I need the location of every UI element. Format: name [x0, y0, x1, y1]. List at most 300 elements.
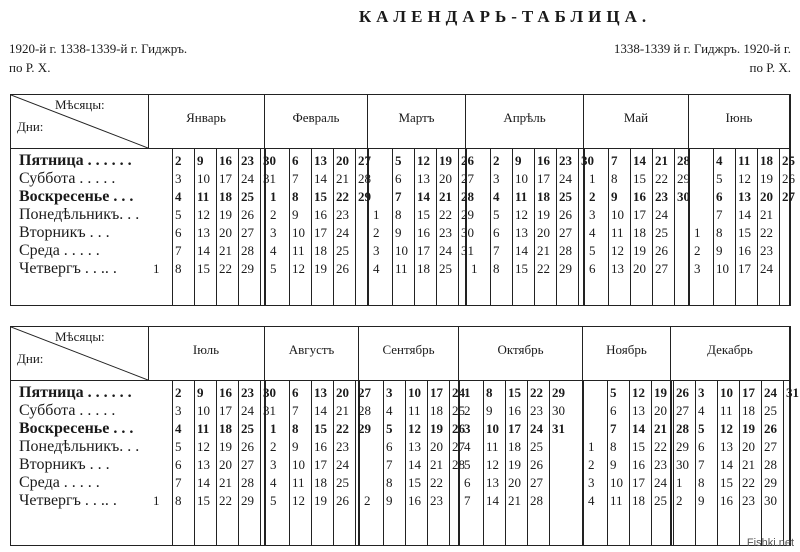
date-cell: 20 [219, 225, 232, 240]
date-cell: 20 [219, 457, 232, 472]
header-left-era: по Р. Х. [9, 60, 51, 75]
month-header: Январь [148, 95, 265, 148]
date-cell: 8 [610, 439, 617, 454]
date-cell: 4 [270, 475, 277, 490]
date-cell: 5 [395, 153, 402, 168]
date-cell: 10 [197, 171, 210, 186]
month-header: Апрѣль [466, 95, 584, 148]
date-cell: 10 [292, 457, 305, 472]
date-cell: 1 [471, 261, 478, 276]
date-cell: 27 [530, 475, 543, 490]
date-cell: 22 [336, 189, 349, 204]
date-cell: 9 [716, 243, 723, 258]
date-cell: 12 [632, 385, 645, 400]
date-cell: 19 [430, 421, 443, 436]
date-cell: 15 [508, 385, 521, 400]
date-cell: 13 [611, 261, 624, 276]
date-cell: 26 [676, 385, 689, 400]
date-cell: 31 [552, 421, 565, 436]
date-cell: 16 [720, 493, 733, 508]
date-cell: 19 [633, 243, 646, 258]
date-cell: 12 [408, 421, 421, 436]
date-cell: 18 [314, 243, 327, 258]
date-cell: 15 [197, 261, 210, 276]
date-cell: 14 [314, 403, 327, 418]
week-rule [652, 148, 653, 305]
date-cell: 30 [263, 153, 276, 168]
week-rule [194, 380, 195, 545]
date-cell: 1 [153, 493, 160, 508]
date-cell: 12 [611, 243, 624, 258]
header-left-years: 1920-й г. 1338-1339-й г. Гиджръ. [9, 41, 188, 56]
date-cell: 28 [764, 457, 777, 472]
date-cell: 30 [676, 457, 689, 472]
date-cell: 23 [559, 153, 572, 168]
date-cell: 1 [464, 385, 471, 400]
date-cell: 27 [782, 189, 795, 204]
day-label: Суббота . . . . . [19, 402, 116, 419]
date-cell: 14 [633, 153, 646, 168]
date-cell: 12 [197, 439, 210, 454]
week-rule [458, 148, 459, 305]
date-cell: 9 [395, 225, 402, 240]
date-cell: 4 [386, 403, 393, 418]
date-cell: 5 [589, 243, 596, 258]
calendar-table-jul-dec [10, 326, 799, 546]
week-rule [527, 380, 528, 545]
date-cell: 5 [716, 171, 723, 186]
date-cell: 28 [530, 493, 543, 508]
date-cell: 8 [292, 421, 299, 436]
date-cell: 15 [720, 475, 733, 490]
date-cell: 25 [452, 403, 465, 418]
date-cell: 5 [386, 421, 393, 436]
week-rule [172, 148, 173, 305]
week-rule [490, 148, 491, 305]
date-cell: 4 [175, 421, 182, 436]
date-cell: 18 [314, 475, 327, 490]
day-label: Понедѣльникъ. . . [19, 438, 140, 455]
date-cell: 16 [408, 493, 421, 508]
date-cell: 15 [515, 261, 528, 276]
date-cell: 25 [241, 189, 254, 204]
date-cell: 19 [219, 207, 232, 222]
week-rule [607, 380, 608, 545]
date-cell: 22 [530, 385, 543, 400]
date-cell: 13 [314, 385, 327, 400]
date-cell: 24 [764, 385, 777, 400]
date-cell: 27 [241, 225, 254, 240]
date-cell: 2 [493, 153, 500, 168]
date-cell: 17 [417, 243, 430, 258]
date-cell: 6 [589, 261, 596, 276]
date-cell: 5 [270, 493, 277, 508]
date-cell: 16 [219, 385, 232, 400]
date-cell: 27 [452, 439, 465, 454]
date-cell: 21 [537, 243, 550, 258]
date-cell: 24 [559, 171, 572, 186]
month-header: Октябрь [459, 327, 583, 380]
corner-days-label: Дни: [17, 351, 44, 366]
date-cell: 17 [314, 457, 327, 472]
date-cell: 27 [358, 385, 371, 400]
date-cell: 5 [175, 207, 182, 222]
week-rule [355, 380, 356, 545]
date-cell: 6 [716, 189, 723, 204]
date-cell: 20 [742, 439, 755, 454]
date-cell: 7 [175, 243, 182, 258]
week-rule [651, 380, 652, 545]
date-cell: 25 [764, 403, 777, 418]
date-cell: 29 [559, 261, 572, 276]
date-cell: 19 [508, 457, 521, 472]
date-cell: 18 [219, 189, 232, 204]
date-cell: 11 [292, 243, 305, 258]
date-cell: 13 [417, 171, 430, 186]
date-cell: 12 [197, 207, 210, 222]
date-cell: 6 [395, 171, 402, 186]
week-rule [311, 148, 312, 305]
date-cell: 15 [408, 475, 421, 490]
date-cell: 8 [175, 493, 182, 508]
date-cell: 3 [373, 243, 380, 258]
month-header: Сентябрь [359, 327, 459, 380]
date-cell: 2 [373, 225, 380, 240]
date-cell: 21 [508, 493, 521, 508]
week-rule [630, 148, 631, 305]
date-cell: 23 [336, 439, 349, 454]
day-label: Пятница . . . . . . [19, 384, 132, 401]
date-cell: 6 [386, 439, 393, 454]
date-cell: 26 [336, 261, 349, 276]
date-cell: 10 [395, 243, 408, 258]
date-cell: 6 [464, 475, 471, 490]
week-rule [512, 148, 513, 305]
date-cell: 21 [742, 457, 755, 472]
date-cell: 17 [633, 207, 646, 222]
date-cell: 9 [486, 403, 493, 418]
date-cell: 28 [241, 475, 254, 490]
week-rule [549, 380, 550, 545]
date-cell: 13 [314, 153, 327, 168]
date-cell: 17 [508, 421, 521, 436]
date-cell: 1 [373, 207, 380, 222]
date-cell: 11 [610, 493, 623, 508]
date-cell: 11 [395, 261, 408, 276]
week-rule [216, 148, 217, 305]
date-cell: 14 [720, 457, 733, 472]
date-cell: 12 [720, 421, 733, 436]
date-cell: 13 [720, 439, 733, 454]
date-cell: 7 [610, 421, 617, 436]
date-cell: 14 [632, 421, 645, 436]
month-divider [789, 380, 791, 545]
month-divider [583, 148, 585, 305]
date-cell: 11 [515, 189, 528, 204]
week-rule [505, 380, 506, 545]
date-cell: 3 [588, 475, 595, 490]
date-cell: 4 [588, 493, 595, 508]
date-cell: 20 [654, 403, 667, 418]
date-cell: 4 [493, 189, 500, 204]
date-cell: 29 [552, 385, 565, 400]
date-cell: 15 [314, 189, 327, 204]
date-cell: 11 [197, 421, 210, 436]
date-cell: 16 [633, 189, 646, 204]
date-cell: 13 [197, 457, 210, 472]
date-cell: 28 [358, 171, 371, 186]
date-cell: 11 [486, 439, 499, 454]
date-cell: 16 [508, 403, 521, 418]
date-cell: 30 [581, 153, 594, 168]
date-cell: 8 [716, 225, 723, 240]
date-cell: 25 [782, 153, 795, 168]
date-cell: 3 [698, 385, 705, 400]
date-cell: 13 [408, 439, 421, 454]
date-cell: 8 [611, 171, 618, 186]
date-cell: 18 [430, 403, 443, 418]
date-cell: 2 [464, 403, 471, 418]
month-header: Ноябрь [583, 327, 671, 380]
date-cell: 9 [197, 385, 204, 400]
date-cell: 18 [742, 403, 755, 418]
date-cell: 22 [219, 493, 232, 508]
date-cell: 4 [589, 225, 596, 240]
date-cell: 14 [314, 171, 327, 186]
date-cell: 26 [241, 207, 254, 222]
date-cell: 20 [760, 189, 773, 204]
date-cell: 26 [530, 457, 543, 472]
date-cell: 9 [386, 493, 393, 508]
week-rule [260, 148, 261, 305]
date-cell: 21 [654, 421, 667, 436]
date-cell: 23 [336, 207, 349, 222]
date-cell: 14 [408, 457, 421, 472]
date-cell: 2 [676, 493, 683, 508]
date-cell: 7 [611, 153, 618, 168]
date-cell: 17 [219, 171, 232, 186]
date-cell: 13 [738, 189, 751, 204]
header-left [9, 39, 187, 77]
week-rule [383, 380, 384, 545]
date-cell: 21 [336, 171, 349, 186]
date-cell: 26 [782, 171, 795, 186]
date-cell: 29 [461, 207, 474, 222]
date-cell: 1 [270, 189, 277, 204]
week-rule [739, 380, 740, 545]
date-cell: 27 [461, 171, 474, 186]
date-cell: 19 [760, 171, 773, 186]
month-header: Май [584, 95, 689, 148]
week-rule [556, 148, 557, 305]
date-cell: 24 [655, 207, 668, 222]
date-cell: 15 [738, 225, 751, 240]
date-cell: 11 [197, 189, 210, 204]
date-cell: 4 [698, 403, 705, 418]
corner-months-label: Мѣсяцы: [55, 97, 105, 112]
date-cell: 29 [358, 421, 371, 436]
date-cell: 10 [292, 225, 305, 240]
date-cell: 8 [493, 261, 500, 276]
date-cell: 25 [241, 421, 254, 436]
date-cell: 26 [241, 439, 254, 454]
date-cell: 7 [395, 189, 402, 204]
date-cell: 8 [292, 189, 299, 204]
week-rule [414, 148, 415, 305]
date-cell: 18 [537, 189, 550, 204]
date-cell: 6 [292, 385, 299, 400]
date-cell: 16 [537, 153, 550, 168]
day-label: Четвергъ . . .. . [19, 260, 117, 277]
date-cell: 4 [716, 153, 723, 168]
week-rule [713, 148, 714, 305]
date-cell: 16 [632, 457, 645, 472]
month-divider [582, 380, 584, 545]
week-rule [578, 148, 579, 305]
date-cell: 31 [461, 243, 474, 258]
watermark: Fishki.net [746, 537, 794, 549]
date-cell: 22 [439, 207, 452, 222]
date-cell: 5 [493, 207, 500, 222]
date-cell: 24 [241, 403, 254, 418]
date-cell: 5 [464, 457, 471, 472]
date-cell: 25 [559, 189, 572, 204]
week-rule [608, 148, 609, 305]
date-cell: 2 [175, 153, 182, 168]
corner-days-label: Дни: [17, 119, 44, 134]
date-cell: 6 [175, 225, 182, 240]
date-cell: 28 [559, 243, 572, 258]
date-cell: 11 [292, 475, 305, 490]
date-cell: 6 [493, 225, 500, 240]
day-label: Вторникъ . . . [19, 224, 110, 241]
date-cell: 16 [314, 207, 327, 222]
date-cell: 4 [270, 243, 277, 258]
date-cell: 10 [611, 207, 624, 222]
date-cell: 20 [508, 475, 521, 490]
date-cell: 30 [764, 493, 777, 508]
date-cell: 9 [610, 457, 617, 472]
date-cell: 3 [386, 385, 393, 400]
date-cell: 22 [336, 421, 349, 436]
week-rule [238, 148, 239, 305]
date-cell: 2 [364, 493, 371, 508]
date-cell: 20 [537, 225, 550, 240]
month-header: Декабрь [671, 327, 790, 380]
page-title: КАЛЕНДАРЬ-ТАБЛИЦА. [358, 7, 652, 26]
header-right [614, 39, 791, 77]
date-cell: 27 [676, 403, 689, 418]
date-cell: 23 [241, 385, 254, 400]
day-label: Среда . . . . . [19, 242, 100, 259]
date-cell: 10 [197, 403, 210, 418]
week-rule [436, 148, 437, 305]
date-cell: 12 [515, 207, 528, 222]
date-cell: 4 [464, 439, 471, 454]
week-rule [405, 380, 406, 545]
week-rule [289, 380, 290, 545]
date-cell: 1 [153, 261, 160, 276]
date-cell: 16 [738, 243, 751, 258]
date-cell: 18 [417, 261, 430, 276]
date-cell: 3 [493, 171, 500, 186]
date-cell: 1 [588, 439, 595, 454]
date-cell: 24 [439, 243, 452, 258]
date-cell: 21 [336, 403, 349, 418]
date-cell: 14 [197, 475, 210, 490]
day-label: Воскресенье . . . [19, 420, 134, 437]
date-cell: 22 [219, 261, 232, 276]
date-cell: 12 [486, 457, 499, 472]
date-cell: 24 [760, 261, 773, 276]
date-cell: 17 [430, 385, 443, 400]
date-cell: 26 [336, 493, 349, 508]
date-cell: 5 [270, 261, 277, 276]
day-label: Четвергъ . . .. . [19, 492, 117, 509]
date-cell: 26 [461, 153, 474, 168]
date-cell: 20 [633, 261, 646, 276]
calendar-table-jan-jun [10, 94, 795, 306]
date-cell: 26 [764, 421, 777, 436]
date-cell: 1 [270, 421, 277, 436]
date-cell: 9 [515, 153, 522, 168]
date-cell: 30 [263, 385, 276, 400]
week-rule [534, 148, 535, 305]
date-cell: 21 [219, 243, 232, 258]
date-cell: 27 [559, 225, 572, 240]
date-cell: 15 [314, 421, 327, 436]
months-header-row [11, 95, 790, 149]
date-cell: 25 [655, 225, 668, 240]
date-cell: 2 [270, 207, 277, 222]
date-cell: 22 [760, 225, 773, 240]
date-cell: 17 [537, 171, 550, 186]
date-cell: 7 [493, 243, 500, 258]
date-cell: 25 [654, 493, 667, 508]
date-cell: 28 [358, 403, 371, 418]
date-cell: 15 [633, 171, 646, 186]
week-rule [260, 380, 261, 545]
week-rule [172, 380, 173, 545]
week-rule [629, 380, 630, 545]
date-cell: 1 [589, 171, 596, 186]
week-rule [735, 148, 736, 305]
month-header: Февраль [265, 95, 368, 148]
date-cell: 4 [175, 189, 182, 204]
date-cell: 20 [430, 439, 443, 454]
date-cell: 29 [676, 439, 689, 454]
date-cell: 29 [241, 261, 254, 276]
date-cell: 2 [175, 385, 182, 400]
date-cell: 14 [417, 189, 430, 204]
date-cell: 20 [336, 153, 349, 168]
date-cell: 23 [530, 403, 543, 418]
date-cell: 16 [417, 225, 430, 240]
day-label: Вторникъ . . . [19, 456, 110, 473]
date-cell: 23 [760, 243, 773, 258]
date-cell: 15 [632, 439, 645, 454]
date-cell: 21 [219, 475, 232, 490]
date-cell: 31 [263, 403, 276, 418]
date-cell: 8 [386, 475, 393, 490]
week-rule [717, 380, 718, 545]
date-cell: 3 [175, 171, 182, 186]
date-cell: 25 [336, 243, 349, 258]
months-header-row [11, 327, 790, 381]
date-cell: 20 [336, 385, 349, 400]
date-cell: 26 [559, 207, 572, 222]
date-cell: 10 [720, 385, 733, 400]
